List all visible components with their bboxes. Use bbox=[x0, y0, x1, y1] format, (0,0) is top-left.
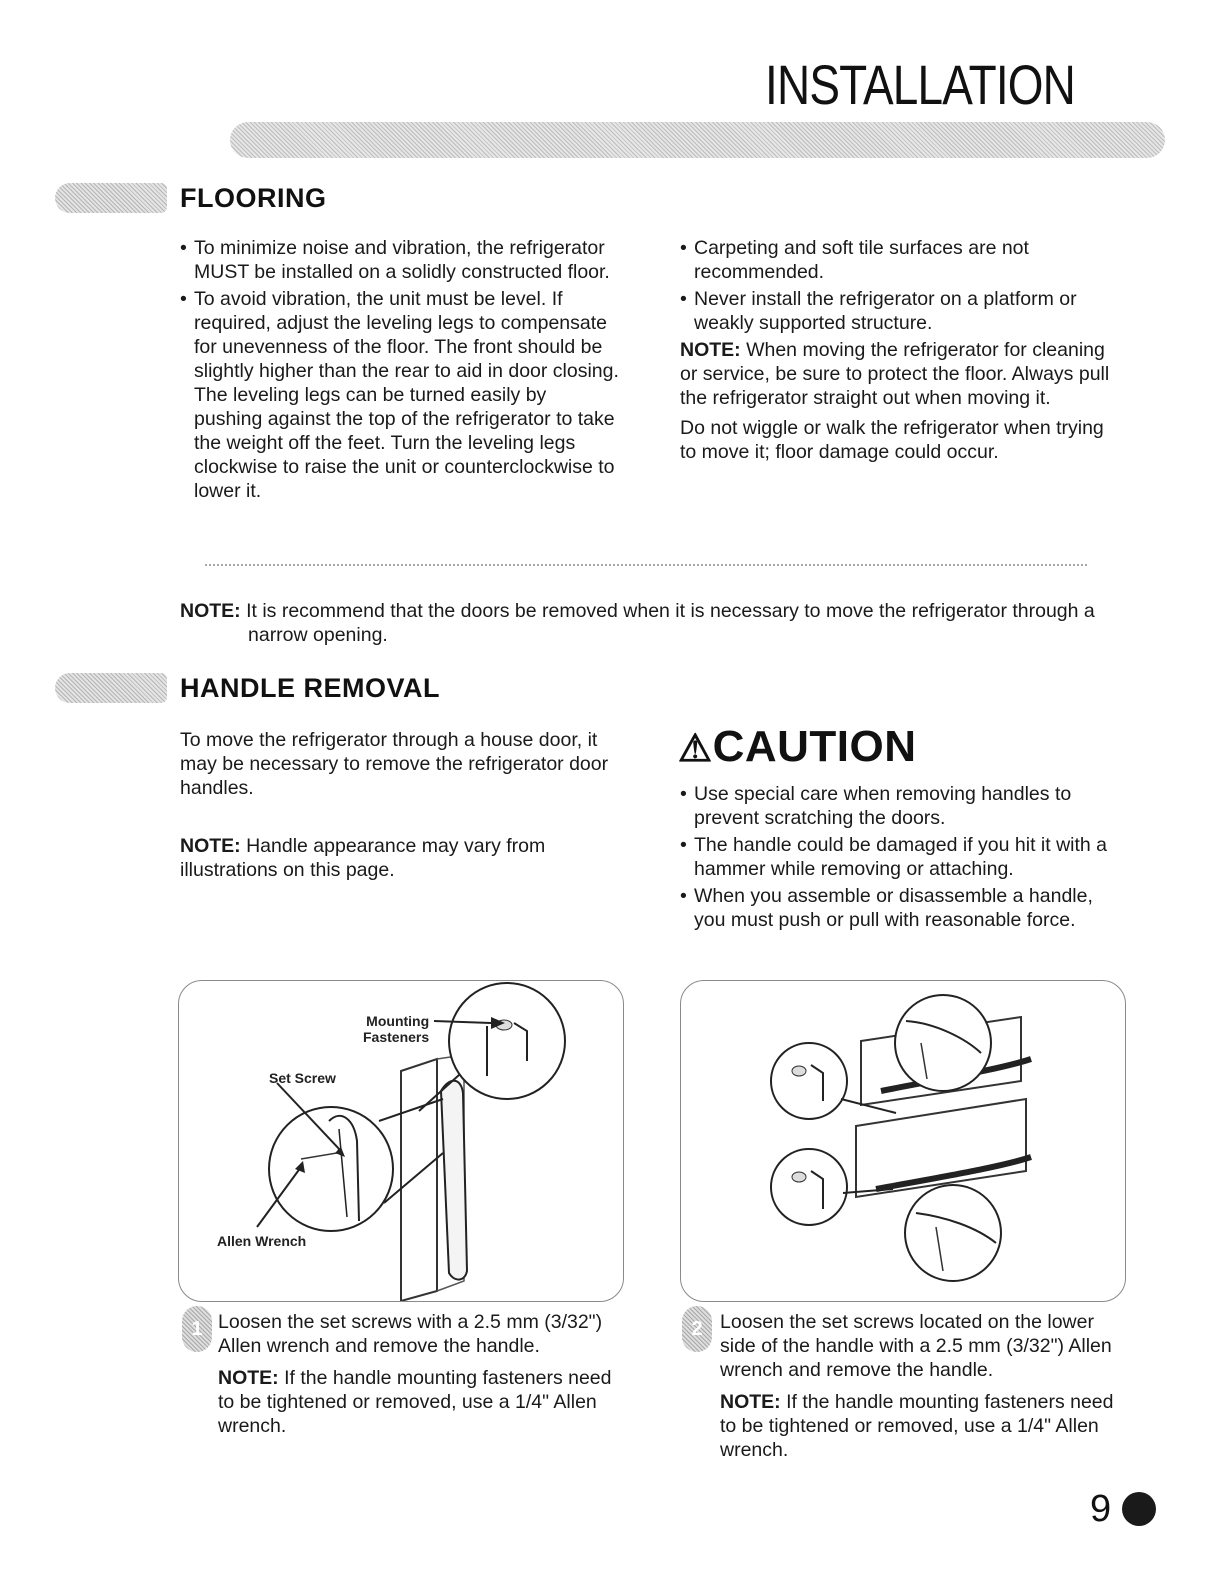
handle-removal-illustration-2 bbox=[681, 981, 1125, 1301]
flooring-heading: FLOORING bbox=[180, 183, 327, 213]
note-text: It is recommend that the doors be removed when it is necessary to move the refrigerator through a bbox=[240, 600, 1095, 622]
note-text: If the handle mounting fasteners need to be tightened or removed, use a 1/4" Allen wrench. bbox=[218, 1367, 612, 1437]
step-2-instruction: Loosen the set screws located on the lower side of the handle with a 2.5 mm (3/32") Allen wrench and remove the handle. bbox=[720, 1311, 1112, 1381]
handle-removal-intro: To move the refrigerator through a house door, it may be necessary to remove the refrigerator door handles. bbox=[180, 729, 609, 799]
flooring-bullet: • To avoid vibration, the unit must be level. If required, adjust the leveling legs to compensate for unevenness of the floor. The front should be slightly higher than the rear to aid in door closing. The leveling legs can be turned easily by pushing against the top of the refrigerator to take the weight off the feet. Turn the leveling legs clockwise to raise the unit or counterclockwise to lower it. bbox=[180, 287, 620, 503]
caution-bullet: • Use special care when removing handles to prevent scratching the doors. bbox=[680, 782, 1120, 830]
flooring-left-column bbox=[180, 236, 620, 506]
step-number-badge: 2 bbox=[682, 1306, 712, 1352]
note-label: NOTE: bbox=[180, 600, 241, 622]
callout-label: Fasteners bbox=[363, 1029, 430, 1045]
note-label: NOTE: bbox=[720, 1391, 781, 1413]
allen-wrench-callout: Allen Wrench bbox=[217, 1233, 307, 1249]
handle-removal-note bbox=[180, 834, 620, 882]
caution-heading-row bbox=[678, 722, 917, 772]
handle-removal-heading: HANDLE REMOVAL bbox=[180, 673, 440, 703]
handle-removal-intro-block bbox=[180, 728, 620, 882]
flooring-bullet: • Never install the refrigerator on a platform or weakly supported structure. bbox=[680, 287, 1120, 335]
caution-bullet: • The handle could be damaged if you hit it with a hammer while removing or attaching. bbox=[680, 833, 1120, 881]
step-1-text-block bbox=[218, 1310, 628, 1438]
step-2-note bbox=[720, 1390, 1120, 1462]
section-bullet-decoration bbox=[55, 183, 167, 213]
section-bullet-decoration bbox=[55, 673, 167, 703]
note-text: When moving the refrigerator for cleaning or service, be sure to protect the floor. Always pull the refrigerator straight out when moving it. bbox=[680, 339, 1110, 409]
step-1-note bbox=[218, 1366, 628, 1438]
note-label: NOTE: bbox=[218, 1367, 279, 1389]
note-label: NOTE: bbox=[680, 339, 741, 361]
flooring-right-column bbox=[680, 236, 1120, 464]
mounting-fasteners-callout bbox=[363, 1013, 429, 1045]
callout-label: Mounting bbox=[366, 1013, 430, 1029]
flooring-note bbox=[680, 338, 1120, 410]
note-label: NOTE: bbox=[180, 835, 241, 857]
caution-heading: CAUTION bbox=[712, 722, 917, 771]
step-2-text-block bbox=[720, 1310, 1120, 1462]
flooring-bullet: • Carpeting and soft tile surfaces are not recommended. bbox=[680, 236, 1120, 284]
caution-list bbox=[680, 782, 1120, 935]
caution-bullet: • When you assemble or disassemble a handle, you must push or pull with reasonable force. bbox=[680, 884, 1120, 932]
section-divider bbox=[205, 564, 1087, 566]
step-1-instruction: Loosen the set screws with a 2.5 mm (3/32") Allen wrench and remove the handle. bbox=[218, 1311, 603, 1357]
figure-1-panel bbox=[178, 980, 624, 1302]
title-bar-decoration bbox=[230, 122, 1165, 158]
page-number: 9 bbox=[1090, 1488, 1112, 1530]
step-number-badge: 1 bbox=[182, 1306, 212, 1352]
note-text-continuation: narrow opening. bbox=[248, 624, 388, 646]
door-removal-note bbox=[180, 599, 1140, 647]
flooring-bullet: • To minimize noise and vibration, the refrigerator MUST be installed on a solidly constructed floor. bbox=[180, 236, 620, 284]
set-screw-callout: Set Screw bbox=[269, 1070, 336, 1086]
note-text: Handle appearance may vary from illustrations on this page. bbox=[180, 835, 546, 881]
lg-logo bbox=[1122, 1492, 1156, 1526]
figure-2-panel bbox=[680, 980, 1126, 1302]
page-title: INSTALLATION bbox=[765, 53, 1075, 116]
warning-triangle-icon: ⚠ bbox=[678, 728, 713, 770]
note-text: If the handle mounting fasteners need to be tightened or removed, use a 1/4" Allen wrench. bbox=[720, 1391, 1114, 1461]
flooring-extra-text: Do not wiggle or walk the refrigerator when trying to move it; floor damage could occur. bbox=[680, 417, 1104, 463]
